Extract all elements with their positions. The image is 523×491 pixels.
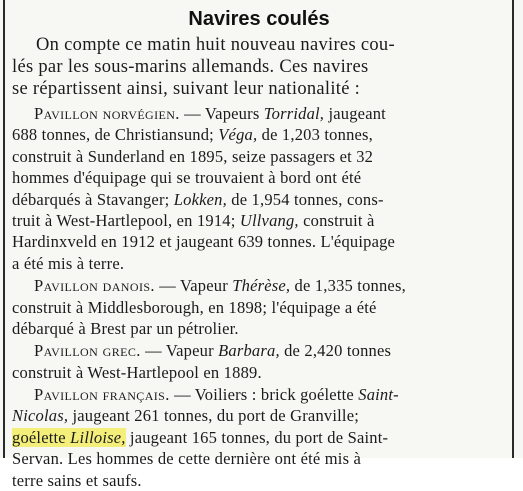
text-run: — Vapeur bbox=[140, 341, 219, 361]
article-title: Navires coulés bbox=[188, 8, 330, 30]
ship-name: Barbara, bbox=[218, 341, 280, 361]
highlighted-search-term bbox=[12, 428, 126, 447]
paragraph-france bbox=[12, 384, 506, 491]
ship-name: Thérèse, bbox=[232, 276, 291, 296]
paragraph-norway bbox=[12, 103, 506, 274]
paragraph-line: Servan. Les hommes de cette dernière ont été mis à bbox=[12, 449, 362, 469]
text-run: jaugeant 261 tonnes, du port de Granville; bbox=[68, 406, 360, 426]
flag-heading-norway: Pavillon norvégien. bbox=[34, 104, 180, 123]
paragraph-line bbox=[12, 124, 506, 145]
paragraph-line: hommes d'équipage qui se trouvaient à bord ont été bbox=[12, 168, 362, 188]
paragraph-line: débarqué à Brest par un pétrolier. bbox=[12, 318, 239, 338]
column-rule-left bbox=[3, 0, 5, 458]
column-rule-right bbox=[512, 0, 514, 458]
text-run: de 2,420 tonnes bbox=[279, 341, 392, 361]
paragraph-line bbox=[12, 340, 506, 361]
paragraph-line: Hardinxveld en 1912 et jaugeant 639 tonnes. L'équipage bbox=[12, 232, 396, 252]
paragraph-line: a été mis à terre. bbox=[12, 253, 125, 273]
paragraph-line bbox=[12, 189, 506, 210]
paragraph-greece bbox=[12, 340, 506, 383]
paragraph-line bbox=[12, 384, 506, 405]
ship-name: Lilloise, bbox=[70, 427, 126, 447]
paragraph-line bbox=[12, 103, 506, 124]
article-intro bbox=[12, 34, 506, 100]
intro-line: On compte ce matin huit nouveau navires cou- bbox=[36, 35, 395, 55]
text-run: goélette bbox=[12, 427, 71, 447]
paragraph-line: construit à Middlesborough, en 1898; l'équipage a été bbox=[12, 297, 377, 317]
text-run: de 1,335 tonnes, bbox=[290, 276, 406, 296]
text-run: — Vapeurs bbox=[179, 104, 264, 123]
flag-heading-greece: Pavillon grec. bbox=[34, 341, 141, 361]
text-run: de 1,954 tonnes, cons- bbox=[226, 189, 384, 209]
text-run: débarqués à Stavanger; bbox=[12, 189, 174, 209]
ship-name: Ullvang, bbox=[239, 210, 299, 230]
flag-heading-france: Pavillon français. bbox=[34, 385, 170, 405]
paragraph-line: terre sains et saufs. bbox=[12, 470, 142, 490]
paragraph-line: construit à Sunderland en 1895, seize passagers et 32 bbox=[12, 146, 374, 166]
text-run: de 1,203 tonnes, bbox=[257, 125, 373, 145]
ship-name: Torridal, bbox=[263, 104, 325, 123]
text-run: 688 tonnes, de Christiansund; bbox=[12, 125, 219, 145]
intro-line: lés par les sous-marins allemands. Ces navires bbox=[12, 57, 369, 77]
paragraph-line: construit à West-Hartlepool en 1889. bbox=[12, 362, 262, 382]
paragraph-line bbox=[12, 427, 506, 448]
text-run: jaugeant bbox=[324, 104, 386, 123]
intro-line: se répartissent ainsi, suivant leur nationalité : bbox=[12, 79, 361, 99]
text-run: — Voiliers : brick goélette bbox=[169, 385, 359, 405]
text-run: construit à bbox=[298, 210, 375, 230]
text-run: — Vapeur bbox=[154, 276, 233, 296]
paragraph-line bbox=[12, 275, 506, 296]
ship-name: Nicolas, bbox=[12, 406, 69, 426]
article bbox=[12, 4, 506, 491]
paragraph-denmark bbox=[12, 275, 506, 339]
paragraph-line bbox=[12, 210, 506, 231]
flag-heading-denmark: Pavillon danois. bbox=[34, 276, 155, 296]
paragraph-line bbox=[12, 405, 506, 426]
text-run: truit à West-Hartlepool, en 1914; bbox=[12, 210, 240, 230]
text-run: jaugeant 165 tonnes, du port de Saint- bbox=[125, 427, 389, 447]
ship-name: Véga, bbox=[218, 125, 258, 145]
ship-name: Lokken, bbox=[173, 189, 227, 209]
ship-name: Saint- bbox=[358, 385, 399, 405]
